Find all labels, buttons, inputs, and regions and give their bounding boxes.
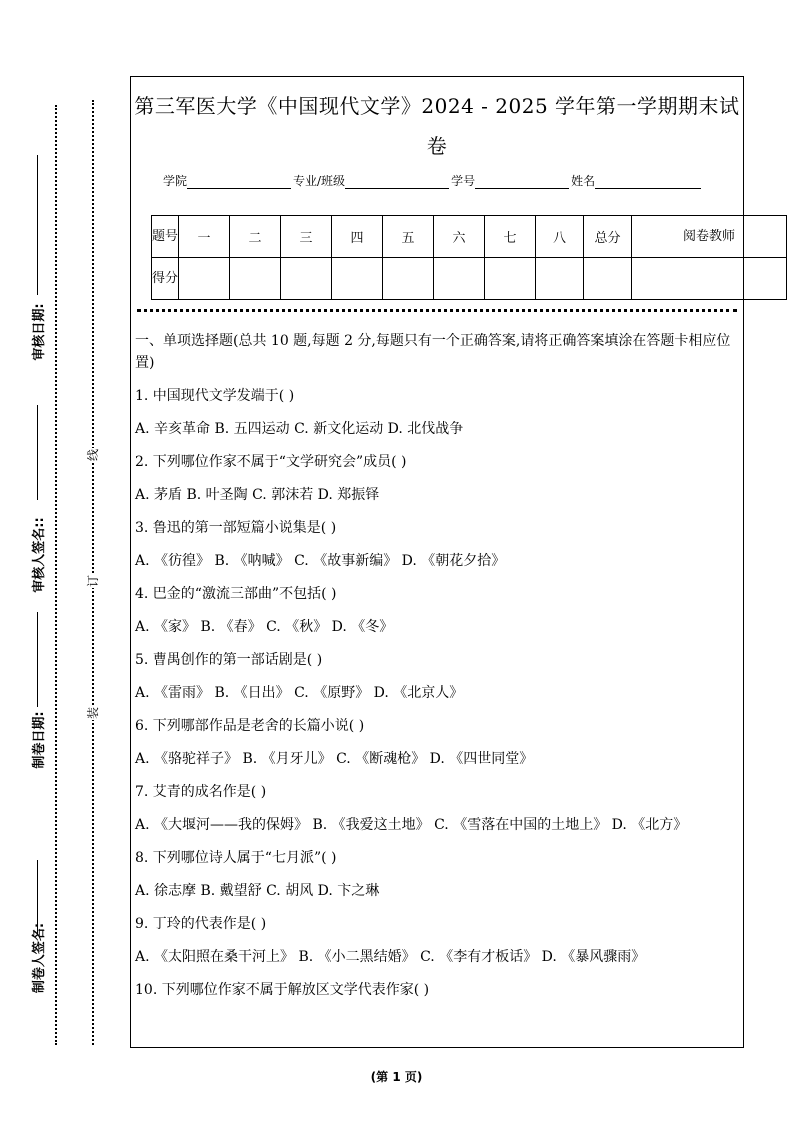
score-cell[interactable] xyxy=(434,258,485,300)
score-table-header-row xyxy=(152,216,787,258)
question-options: A. 《骆驼祥子》 B. 《月牙儿》 C. 《断魂枪》 D. 《四世同堂》 xyxy=(135,751,534,767)
score-cell[interactable] xyxy=(632,258,787,300)
score-table-score-row xyxy=(152,258,787,300)
question-stem: 4. 巴金的“激流三部曲”不包括( ) xyxy=(135,586,337,602)
col-grader: 阅卷教师 xyxy=(632,216,787,258)
question-options: A. 《太阳照在桑干河上》 B. 《小二黑结婚》 C. 《李有才板话》 D. 《暴风骤雨》 xyxy=(135,949,646,965)
col-4: 四 xyxy=(332,216,383,258)
binding-line-char: 线 xyxy=(86,449,100,462)
question-stem: 2. 下列哪位作家不属于“文学研究会”成员( ) xyxy=(135,454,407,470)
question-stem: 6. 下列哪部作品是老舍的长篇小说( ) xyxy=(135,718,365,734)
col-2: 二 xyxy=(230,216,281,258)
name-field[interactable] xyxy=(595,174,701,189)
reviewer-sign-label: 审核人签名:: xyxy=(32,517,47,593)
score-label: 得分 xyxy=(152,258,179,300)
score-cell[interactable] xyxy=(584,258,632,300)
col-1: 一 xyxy=(179,216,230,258)
score-cell[interactable] xyxy=(485,258,536,300)
college-label: 学院 xyxy=(163,174,188,188)
question-options: A. 《雷雨》 B. 《日出》 C. 《原野》 D. 《北京人》 xyxy=(135,685,464,701)
exam-content xyxy=(135,330,740,1012)
review-date-underline xyxy=(37,155,38,295)
col-8: 八 xyxy=(536,216,584,258)
major-field[interactable] xyxy=(345,174,449,189)
question-options: A. 茅盾 B. 叶圣陶 C. 郭沫若 D. 郑振铎 xyxy=(135,487,380,503)
score-cell[interactable] xyxy=(383,258,434,300)
binding-dotted-line-outer xyxy=(55,105,57,1045)
section-heading: 一、单项选择题(总共 10 题,每题 2 分,每题只有一个正确答案,请将正确答案填涂在答题卡相应位置) xyxy=(135,333,731,371)
question-stem: 1. 中国现代文学发端于( ) xyxy=(135,388,295,404)
student-id-label: 学号 xyxy=(451,174,476,188)
col-6: 六 xyxy=(434,216,485,258)
score-cell[interactable] xyxy=(281,258,332,300)
name-label: 姓名 xyxy=(571,174,596,188)
col-7: 七 xyxy=(485,216,536,258)
question-options: A. 辛亥革命 B. 五四运动 C. 新文化运动 D. 北伐战争 xyxy=(135,421,464,437)
question-number-label: 题号 xyxy=(152,216,179,258)
question-stem: 9. 丁玲的代表作是( ) xyxy=(135,916,267,932)
page-title: 第三军医大学《中国现代文学》2024 - 2025 学年第一学期期末试卷 xyxy=(134,94,740,158)
reviewer-sign-underline xyxy=(37,405,38,500)
score-table xyxy=(151,215,787,300)
binding-bind-char: 装 xyxy=(86,707,100,720)
score-cell[interactable] xyxy=(332,258,383,300)
make-date-label: 制卷日期: xyxy=(32,711,47,769)
question-stem: 5. 曹禺创作的第一部话剧是( ) xyxy=(135,652,323,668)
student-info-row xyxy=(163,172,703,189)
score-cell[interactable] xyxy=(179,258,230,300)
review-date-label: 审核日期: xyxy=(32,303,47,361)
question-options: A. 《家》 B. 《春》 C. 《秋》 D. 《冬》 xyxy=(135,619,394,635)
make-date-underline xyxy=(37,612,38,707)
major-label: 专业/班级 xyxy=(293,174,346,188)
college-field[interactable] xyxy=(187,174,291,189)
col-total: 总分 xyxy=(584,216,632,258)
question-stem: 10. 下列哪位作家不属于解放区文学代表作家( ) xyxy=(135,982,430,998)
student-id-field[interactable] xyxy=(475,174,569,189)
binding-order-char: 订 xyxy=(86,575,100,588)
question-options: A. 徐志摩 B. 戴望舒 C. 胡风 D. 卞之琳 xyxy=(135,883,380,899)
binding-dotted-line-inner xyxy=(92,100,94,1045)
score-cell[interactable] xyxy=(536,258,584,300)
question-stem: 7. 艾青的成名作是( ) xyxy=(135,784,267,800)
col-5: 五 xyxy=(383,216,434,258)
page-footer: (第 1 页) xyxy=(370,1070,423,1084)
question-stem: 3. 鲁迅的第一部短篇小说集是( ) xyxy=(135,520,337,536)
section-separator xyxy=(137,309,737,312)
col-3: 三 xyxy=(281,216,332,258)
question-options: A. 《彷徨》 B. 《呐喊》 C. 《故事新编》 D. 《朝花夕拾》 xyxy=(135,553,506,569)
maker-sign-label: 制卷人签名: xyxy=(32,922,47,994)
question-stem: 8. 下列哪位诗人属于“七月派”( ) xyxy=(135,850,337,866)
question-options: A. 《大堰河——我的保姆》 B. 《我爱这土地》 C. 《雪落在中国的土地上》 D. 《北方》 xyxy=(135,817,688,833)
score-cell[interactable] xyxy=(230,258,281,300)
